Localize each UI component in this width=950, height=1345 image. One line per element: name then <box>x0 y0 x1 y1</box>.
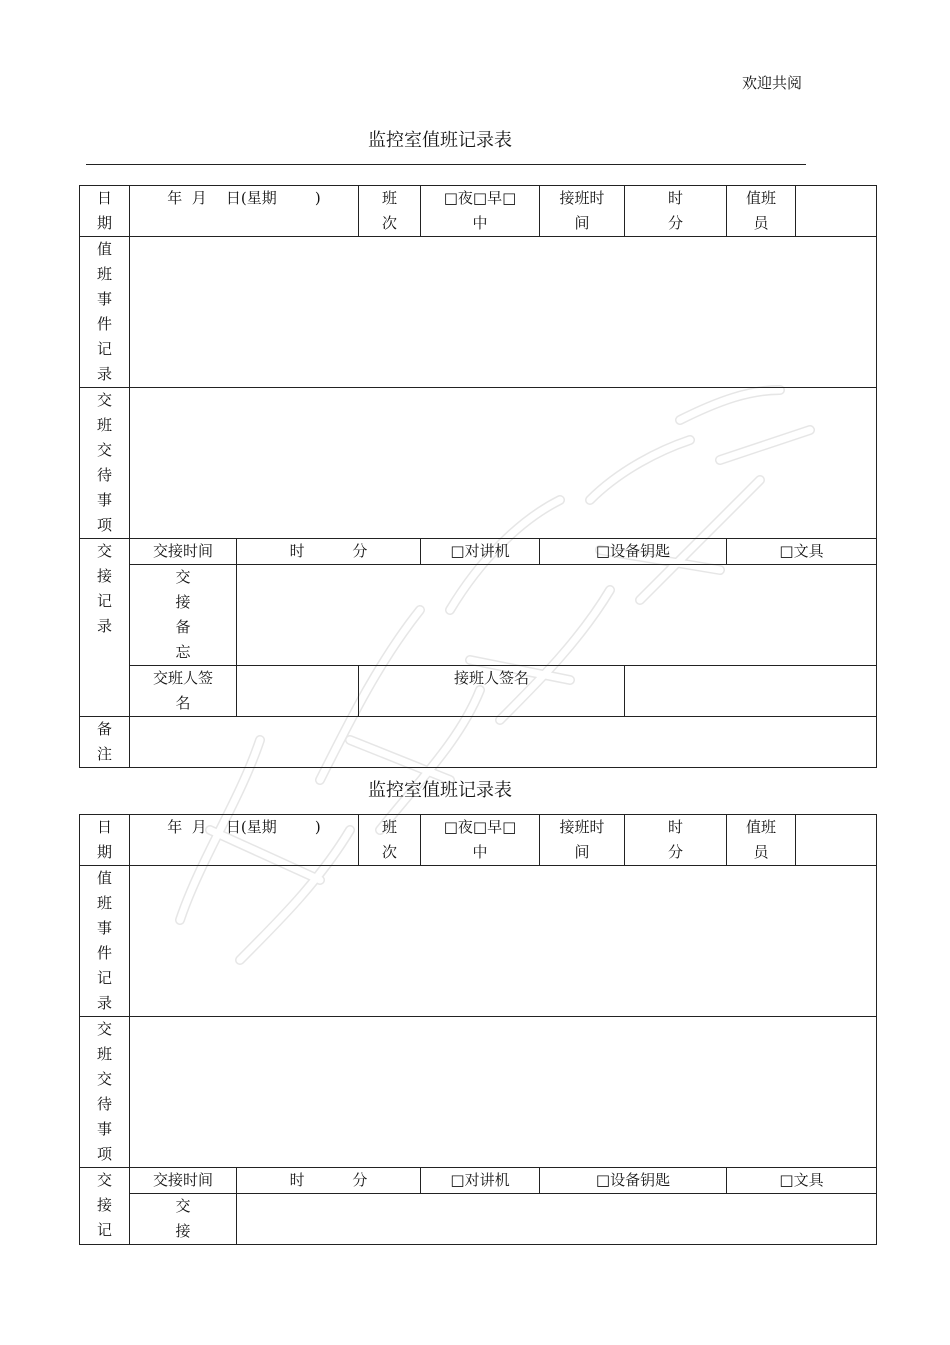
duty-record-form-1 <box>79 185 877 768</box>
event-record-label: 值 班 事 件 记 录 <box>80 866 130 1017</box>
duty-person-label: 值班 员 <box>727 815 796 866</box>
handover-record-label: 交 接 记 录 <box>80 539 130 717</box>
handover-items-label: 交 班 交 待 事 项 <box>80 1017 130 1168</box>
handover-hour-minute[interactable]: 时 分 <box>237 1168 421 1194</box>
handover-time-label: 接班时 间 <box>540 815 625 866</box>
handover-time-field[interactable]: 时 分 <box>625 815 727 866</box>
remarks-label: 备 注 <box>80 717 130 768</box>
memo-field[interactable] <box>237 1194 877 1245</box>
event-record-field[interactable] <box>130 866 877 1017</box>
shift-label: 班 次 <box>359 815 421 866</box>
handover-sign-field[interactable] <box>237 666 359 717</box>
handover-time-label: 接班时 间 <box>540 186 625 237</box>
event-record-field[interactable] <box>130 237 877 388</box>
stationery-checkbox[interactable]: □文具 <box>727 1168 877 1194</box>
form-title-1: 监控室值班记录表 <box>368 130 512 151</box>
shift-options[interactable]: □夜□早□ 中 <box>421 186 540 237</box>
takeover-sign-label: 接班人签名 <box>359 666 625 717</box>
handover-items-field[interactable] <box>130 1017 877 1168</box>
handover-time-field[interactable]: 时 分 <box>625 186 727 237</box>
form-title-2: 监控室值班记录表 <box>368 780 512 801</box>
memo-label: 交 接 <box>130 1194 237 1245</box>
page-header-welcome: 欢迎共阅 <box>741 74 802 92</box>
duty-person-label: 值班 员 <box>727 186 796 237</box>
memo-field[interactable] <box>237 565 877 666</box>
event-record-label: 值 班 事 件 记 录 <box>80 237 130 388</box>
handover-hour-minute[interactable]: 时 分 <box>237 539 421 565</box>
takeover-sign-field[interactable] <box>625 666 877 717</box>
shift-label: 班 次 <box>359 186 421 237</box>
remarks-field[interactable] <box>130 717 877 768</box>
handover-items-field[interactable] <box>130 388 877 539</box>
date-label: 日 期 <box>80 815 130 866</box>
handover-record-label: 交 接 记 <box>80 1168 130 1245</box>
equipment-keys-checkbox[interactable]: □设备钥匙 <box>540 1168 727 1194</box>
shift-options[interactable]: □夜□早□ 中 <box>421 815 540 866</box>
handover-items-label: 交 班 交 待 事 项 <box>80 388 130 539</box>
title-divider <box>86 164 806 165</box>
equipment-keys-checkbox[interactable]: □设备钥匙 <box>540 539 727 565</box>
walkie-talkie-checkbox[interactable]: □对讲机 <box>421 539 540 565</box>
walkie-talkie-checkbox[interactable]: □对讲机 <box>421 1168 540 1194</box>
date-label: 日 期 <box>80 186 130 237</box>
duty-person-field[interactable] <box>796 186 877 237</box>
memo-label: 交 接 备 忘 <box>130 565 237 666</box>
stationery-checkbox[interactable]: □文具 <box>727 539 877 565</box>
handover-time-row-label: 交接时间 <box>130 1168 237 1194</box>
duty-record-form-2 <box>79 814 877 1245</box>
handover-time-row-label: 交接时间 <box>130 539 237 565</box>
date-field[interactable]: 年 月 日(星期 ) <box>130 815 359 866</box>
duty-person-field[interactable] <box>796 815 877 866</box>
date-field[interactable]: 年 月 日(星期 ) <box>130 186 359 237</box>
handover-sign-label: 交班人签 名 <box>130 666 237 717</box>
